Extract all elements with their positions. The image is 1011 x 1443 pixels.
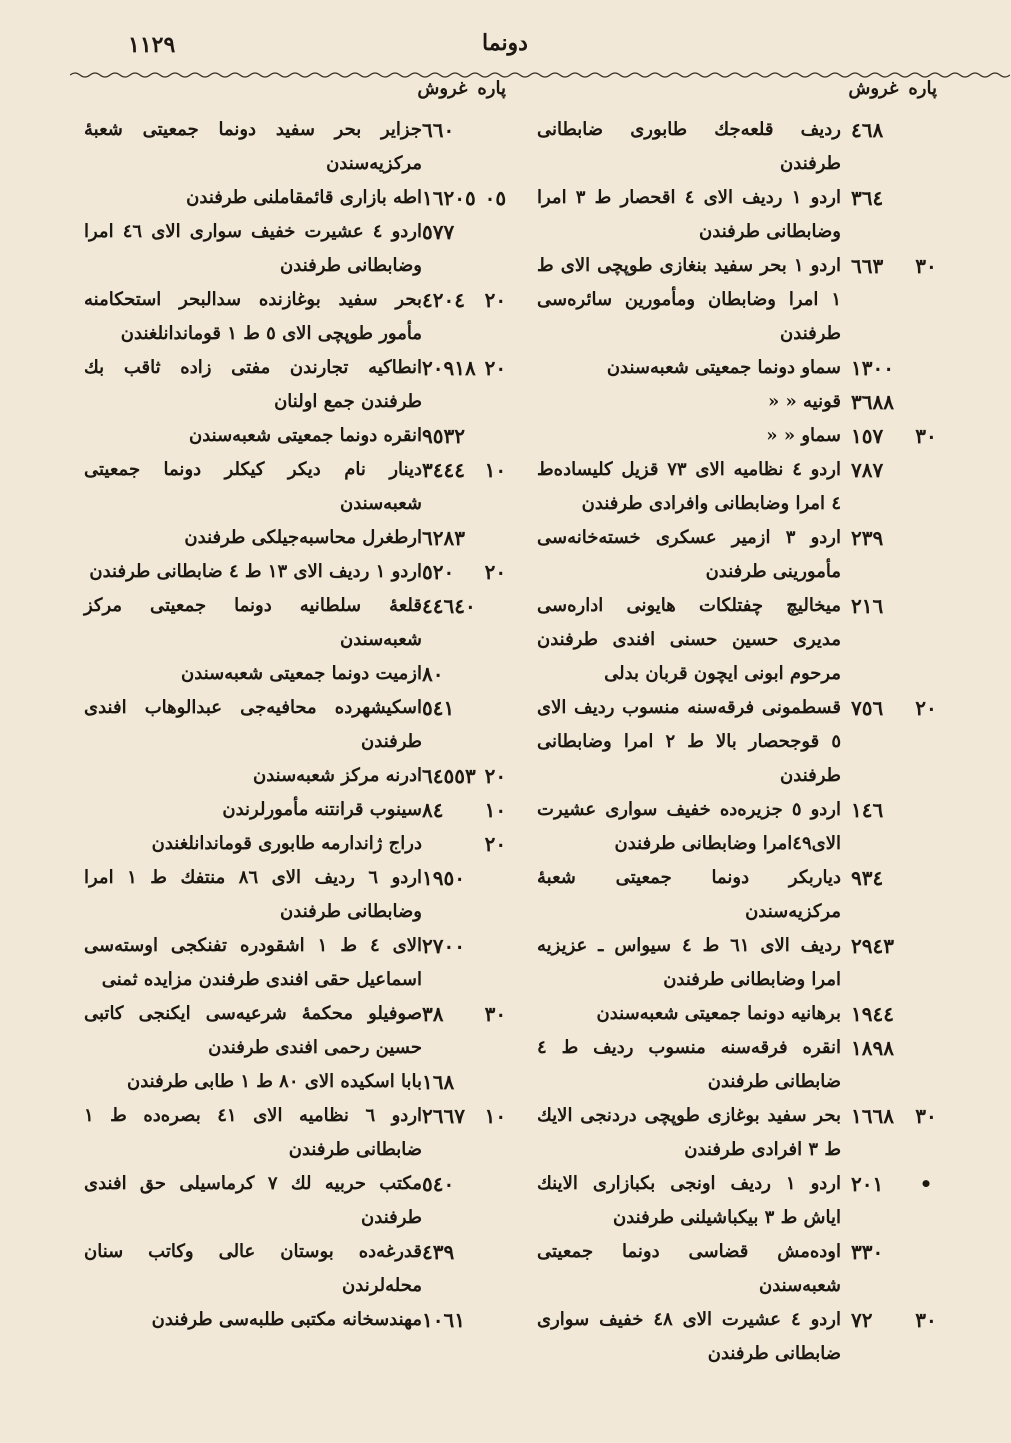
entry-description: برهانيه دونما جمعيتى شعبه‌سندن xyxy=(596,1003,841,1024)
entry-description: اردو ١ رديف الاى ٤ اقحصار ط ٣ امرا وضابطانى طرفندن xyxy=(537,187,841,242)
kurus-header: غروش xyxy=(417,78,468,99)
amount-kurus: ٢٠١ xyxy=(851,1172,884,1196)
amount xyxy=(422,453,510,487)
amount-para xyxy=(481,589,510,623)
page-number: ١١٢٩ xyxy=(128,32,176,58)
entry-description: الاى ٤ ط ١ اشقودره تفنكجى اوسته‌سى اسماعيل حقى افندى طرفندن مزايده ثمنى xyxy=(84,935,423,990)
entry-description: رديف الاى ٦١ ط ٤ سيواس ـ عزيزيه امرا وضابطانى طرفندن xyxy=(537,935,841,990)
donation-entry xyxy=(80,351,510,419)
amount xyxy=(841,419,941,453)
amount xyxy=(422,215,510,249)
donation-entry xyxy=(533,1031,941,1099)
amount-kurus: ١٩٥٠ xyxy=(422,866,465,890)
donation-entry xyxy=(80,759,510,793)
donation-entry xyxy=(80,283,510,351)
amount-para xyxy=(481,215,510,249)
donation-entry xyxy=(80,555,510,589)
entry-description: سينوب قرانتنه مأمورلرندن xyxy=(222,799,422,820)
amount-kurus: ٦٢٨٣ xyxy=(422,526,465,550)
donation-entry xyxy=(533,997,941,1031)
donation-entry xyxy=(533,861,941,929)
amount xyxy=(841,1235,941,1269)
amount xyxy=(422,283,510,317)
donation-entry xyxy=(80,997,510,1065)
amount-para xyxy=(911,1235,941,1269)
amount-para: ٣٠ xyxy=(915,1308,937,1332)
entry-description: اسكيشهرده محافيه‌جى عبدالوهاب افندى طرفندن xyxy=(84,697,422,752)
amount-kurus: ٢١٦ xyxy=(851,594,884,618)
amount-para: ١٠ xyxy=(484,1104,507,1128)
donation-entry xyxy=(533,113,941,181)
entry-description: اردو ٥ جزيره‌ده خفيف سوارى عشيرت الاى٤٩امرا وضابطانى طرفندن xyxy=(537,799,841,854)
amount xyxy=(841,929,941,963)
left-entries xyxy=(80,113,510,1337)
amount-kurus: ١٩٤٤ xyxy=(851,1002,894,1026)
donation-entry xyxy=(80,453,510,521)
amount-para: • xyxy=(919,1172,933,1196)
amount-para xyxy=(911,385,941,419)
amount xyxy=(841,1031,941,1065)
amount-para xyxy=(911,181,941,215)
amount xyxy=(841,861,941,895)
para-header: پاره xyxy=(477,78,506,99)
donation-entry xyxy=(80,419,510,453)
entry-description: مكتب حربيه لك ٧ كرماسيلى حق افندى طرفندن xyxy=(84,1173,422,1228)
donation-entry xyxy=(80,521,510,555)
amount-para: ٣٠ xyxy=(484,1002,507,1026)
amount-kurus: ٣٦٨٨ xyxy=(851,390,894,414)
entry-description: ازميت دونما جمعيتى شعبه‌سندن xyxy=(181,663,422,684)
amount xyxy=(841,521,941,555)
amount xyxy=(841,997,941,1031)
amount xyxy=(841,1303,941,1337)
entry-description: اردو ٤ نظاميه الاى ٧٣ قزيل كليساده‌ط ٤ امرا وضابطانى وافرادى طرفندن xyxy=(537,459,842,514)
page-header xyxy=(0,14,1011,60)
amount-para: ٣٠ xyxy=(915,254,937,278)
amount-kurus: ٥٢٠ xyxy=(422,560,455,584)
amount xyxy=(841,453,941,487)
entry-description: جزاير بحر سفيد دونما جمعيتى شعبهٔ مركزيه‌سندن xyxy=(84,119,422,174)
amount xyxy=(422,181,510,215)
left-column xyxy=(80,78,510,1337)
donation-entry xyxy=(80,1065,510,1099)
donation-entry xyxy=(533,793,941,861)
amount xyxy=(422,997,510,1031)
amount xyxy=(422,1303,510,1337)
entry-description: سماو دونما جمعيتى شعبه‌سندن xyxy=(606,357,841,378)
amount-para xyxy=(481,1065,510,1099)
amount-kurus: ٢٦٦٧ xyxy=(422,1104,465,1128)
entry-description: قونيه « « xyxy=(767,391,841,412)
amount-kurus: ٩٥٣٢ xyxy=(422,424,465,448)
amount-para xyxy=(911,589,941,623)
amount-kurus: ٩٣٤ xyxy=(851,866,884,890)
amount-para: ١٠ xyxy=(484,798,507,822)
donation-entry xyxy=(533,385,941,419)
entry-description: رديف قلعه‌جك طابورى ضابطانى طرفندن xyxy=(537,119,841,174)
amount-para xyxy=(911,113,941,147)
donation-entry xyxy=(533,1303,941,1371)
amount xyxy=(422,793,510,827)
entry-description: بحر سفيد بوغازنده سدالبحر استحكامنه مأمور طوپچى الاى ٥ ط ١ قوماندانلغندن xyxy=(84,289,422,344)
entry-description: صوفيلو محكمهٔ شرعيه‌سى ايكنجى كاتبى حسين رحمى افندى طرفندن xyxy=(84,1003,422,1058)
entry-description: ميخاليچ چفتلكات هايونى اداره‌سى مديرى حسين حسنى افندى طرفندن مرحوم ابونى ايچون قربان بدلى xyxy=(537,595,841,684)
amount-kurus: ٦٦٠ xyxy=(422,118,455,142)
entry-description: اردو ٤ عشيرت الاى ٤٨ خفيف سوارى ضابطانى طرفندن xyxy=(537,1309,841,1364)
amount xyxy=(422,1235,510,1269)
amount xyxy=(422,1099,510,1133)
right-column xyxy=(533,78,941,1371)
running-title: دونما xyxy=(482,30,528,56)
entry-description: ادرنه مركز شعبه‌سندن xyxy=(252,765,422,786)
entry-description: دياربكر دونما جمعيتى شعبهٔ مركزيه‌سندن xyxy=(537,867,841,922)
amount-para xyxy=(911,997,941,1031)
donation-entry xyxy=(533,249,941,351)
amount-kurus xyxy=(422,827,481,861)
amount-para xyxy=(481,1235,510,1269)
entry-description: انطاكيه تجارندن مفتى زاده ثاقب بك طرفندن جمع اولنان xyxy=(84,357,422,412)
amount-kurus: ٢٩٤٣ xyxy=(851,934,894,958)
amount-para: ٢٠ xyxy=(484,288,507,312)
donation-entry xyxy=(80,1303,510,1337)
amount-kurus: ١٤٦ xyxy=(851,798,884,822)
donation-entry xyxy=(80,1167,510,1235)
entry-description: مهندسخانه مكتبى طلبه‌سى طرفندن xyxy=(151,1309,422,1330)
donation-entry xyxy=(80,691,510,759)
amount-para: ٣٠ xyxy=(915,424,937,448)
amount xyxy=(422,521,510,555)
amount xyxy=(841,589,941,623)
amount-kurus: ٢٠٩١٨ xyxy=(422,356,476,380)
amount xyxy=(422,1167,510,1201)
amount-para xyxy=(481,113,510,147)
amount-para xyxy=(481,861,510,895)
entry-description: دينار نام ديكر كيكلر دونما جمعيتى شعبه‌سندن xyxy=(84,459,422,514)
amount-para xyxy=(911,929,941,963)
donation-entry xyxy=(80,589,510,657)
donation-entry xyxy=(80,929,510,997)
amount-kurus: ٢٣٩ xyxy=(851,526,884,550)
entry-description: اردو ٤ عشيرت خفيف سوارى الاى ٤٦ امرا وضابطانى طرفندن xyxy=(84,221,422,276)
amount xyxy=(841,113,941,147)
amount-para xyxy=(481,521,510,555)
amount-kurus: ٣٤٤٤ xyxy=(422,458,465,482)
amount xyxy=(841,351,941,385)
amount xyxy=(422,555,510,589)
entry-description: اردو ٣ ازمير عسكرى خسته‌خانه‌سى مأمورينى طرفندن xyxy=(537,527,841,582)
amount-para xyxy=(481,691,510,725)
amount xyxy=(422,691,510,725)
amount xyxy=(422,759,510,793)
entry-description: اردو ٦ نظاميه الاى ٤١ بصره‌ده ط ١ ضابطانى طرفندن xyxy=(84,1105,423,1160)
entry-description: اردو ٦ رديف الاى ٨٦ منتفك ط ١ امرا وضابطانى طرفندن xyxy=(84,867,423,922)
amount-para xyxy=(481,1167,510,1201)
amount-kurus: ٧٥٦ xyxy=(851,696,884,720)
donation-entry xyxy=(80,827,510,861)
amount-kurus: ٣٦٤ xyxy=(851,186,884,210)
entry-description: اوده‌مش قضاسى دونما جمعيتى شعبه‌سندن xyxy=(537,1241,841,1296)
amount xyxy=(422,113,510,147)
amount-kurus: ٨٤ xyxy=(422,798,444,822)
amount-para xyxy=(911,351,941,385)
donation-entry xyxy=(533,1099,941,1167)
right-entries xyxy=(533,113,941,1371)
amount-para: ٢٠ xyxy=(484,764,507,788)
amount-kurus: ٢٧٠٠ xyxy=(422,934,465,958)
amount xyxy=(841,181,941,215)
amount-kurus: ٣٨ xyxy=(422,1002,444,1026)
amount-para xyxy=(481,419,510,453)
entry-description: اردو ١ رديف الاى ١٣ ط ٤ ضابطانى طرفندن xyxy=(89,561,422,582)
amount-para: ٢٠ xyxy=(484,560,507,584)
entry-description: انقره دونما جمعيتى شعبه‌سندن xyxy=(189,425,422,446)
entry-description: قدرغه‌ده بوستان عالى وكاتب سنان محله‌لرندن xyxy=(84,1241,422,1296)
donation-entry xyxy=(533,453,941,521)
amount-kurus: ١٦٢٠٥ xyxy=(422,186,476,210)
amount-kurus: ٨٠ xyxy=(422,662,444,686)
amount-para: ٢٠ xyxy=(484,356,507,380)
amount-para: ٣٠ xyxy=(915,1104,937,1128)
amount-para xyxy=(911,1031,941,1065)
amount-kurus: ١٥٧ xyxy=(851,424,884,448)
entry-description: بابا اسكيده الاى ٨٠ ط ١ طابى طرفندن xyxy=(126,1071,422,1092)
donation-entry xyxy=(533,1167,941,1235)
amount-kurus: ٥٤٠ xyxy=(422,1172,455,1196)
donation-entry xyxy=(80,861,510,929)
amount-kurus: ٧٨٧ xyxy=(851,458,884,482)
donation-entry xyxy=(80,215,510,283)
amount xyxy=(422,657,510,691)
donation-entry xyxy=(80,1099,510,1167)
column-header xyxy=(533,78,941,99)
donation-entry xyxy=(533,589,941,691)
amount-kurus: ٥٤١ xyxy=(422,696,455,720)
amount-kurus: ٤٦٨ xyxy=(851,118,884,142)
donation-entry xyxy=(80,793,510,827)
amount-para: ٢٠ xyxy=(915,696,937,720)
amount-kurus: ٦٦٣ xyxy=(851,254,884,278)
donation-entry xyxy=(533,521,941,589)
entry-description: اردو ١ بحر سفيد بنغازى طوپچى الاى ط ١ امرا وضابطان ومأمورين سائره‌سى طرفندن xyxy=(537,255,841,344)
donation-entry xyxy=(80,1235,510,1303)
kurus-header: غروش xyxy=(848,78,899,99)
amount-para: ٢٠ xyxy=(484,832,507,856)
amount xyxy=(841,793,941,827)
amount-kurus: ١٨٩٨ xyxy=(851,1036,894,1060)
amount-para xyxy=(911,861,941,895)
entry-description: سماو « « xyxy=(766,425,841,446)
amount xyxy=(841,1099,941,1133)
donation-entry xyxy=(533,1235,941,1303)
amount xyxy=(422,419,510,453)
amount xyxy=(422,1065,510,1099)
amount xyxy=(841,1167,941,1201)
entry-description: انقره فرقه‌سنه منسوب رديف ط ٤ ضابطانى طرفندن xyxy=(537,1037,841,1092)
amount-kurus: ١٠٦١ xyxy=(422,1308,465,1332)
amount xyxy=(422,827,510,861)
amount-para: ٠٥ xyxy=(484,186,507,210)
amount-kurus: ١٣٠٠ xyxy=(851,356,894,380)
amount-kurus: ١٦٨ xyxy=(422,1070,455,1094)
para-header: پاره xyxy=(908,78,937,99)
amount-kurus: ٤٤٦٤٠ xyxy=(422,594,476,618)
donation-entry xyxy=(80,181,510,215)
amount-para xyxy=(481,657,510,691)
amount xyxy=(841,249,941,283)
entry-description: ارطغرل محاسبه‌جيلكى طرفندن xyxy=(184,527,422,548)
amount-kurus: ٣٣٠ xyxy=(851,1240,884,1264)
donation-entry xyxy=(533,419,941,453)
amount xyxy=(841,691,941,725)
amount-para xyxy=(481,929,510,963)
entry-description: اردو ١ رديف اونجى بكبازارى الاينك اياش ط ٣ بيكباشيلنى طرفندن xyxy=(537,1173,841,1228)
amount-para xyxy=(911,453,941,487)
entry-description: اطه بازارى قائمقاملنى طرفندن xyxy=(186,187,422,208)
amount-kurus: ٥٧٧ xyxy=(422,220,455,244)
entry-description: بحر سفيد بوغازى طوپچى دردنجى الايك ط ٣ افرادى طرفندن xyxy=(537,1105,841,1160)
donation-entry xyxy=(80,113,510,181)
donation-entry xyxy=(533,929,941,997)
amount xyxy=(422,351,510,385)
entry-description: دراج ژاندارمه طابورى قوماندانلغندن xyxy=(151,833,422,854)
amount-kurus: ٤٢٠٤ xyxy=(422,288,465,312)
amount-kurus: ٧٢ xyxy=(851,1308,873,1332)
amount-para xyxy=(911,521,941,555)
donation-entry xyxy=(80,657,510,691)
amount-kurus: ٤٣٩ xyxy=(422,1240,455,1264)
amount-kurus: ٦٤٥٥٣ xyxy=(422,764,476,788)
amount xyxy=(422,589,510,623)
amount-para: ١٠ xyxy=(484,458,507,482)
amount xyxy=(422,929,510,963)
entry-description: قسطمونى فرقه‌سنه منسوب رديف الاى ٥ قوجحصار بالا ط ٢ امرا وضابطانى طرفندن xyxy=(537,697,841,786)
donation-entry xyxy=(533,691,941,793)
donation-entry xyxy=(533,351,941,385)
column-header xyxy=(80,78,510,99)
amount xyxy=(422,861,510,895)
donation-entry xyxy=(533,181,941,249)
amount xyxy=(841,385,941,419)
entry-description: قلعهٔ سلطانيه دونما جمعيتى مركز شعبه‌سندن xyxy=(84,595,422,650)
amount-para xyxy=(911,793,941,827)
amount-kurus: ١٦٦٨ xyxy=(851,1104,894,1128)
amount-para xyxy=(481,1303,510,1337)
